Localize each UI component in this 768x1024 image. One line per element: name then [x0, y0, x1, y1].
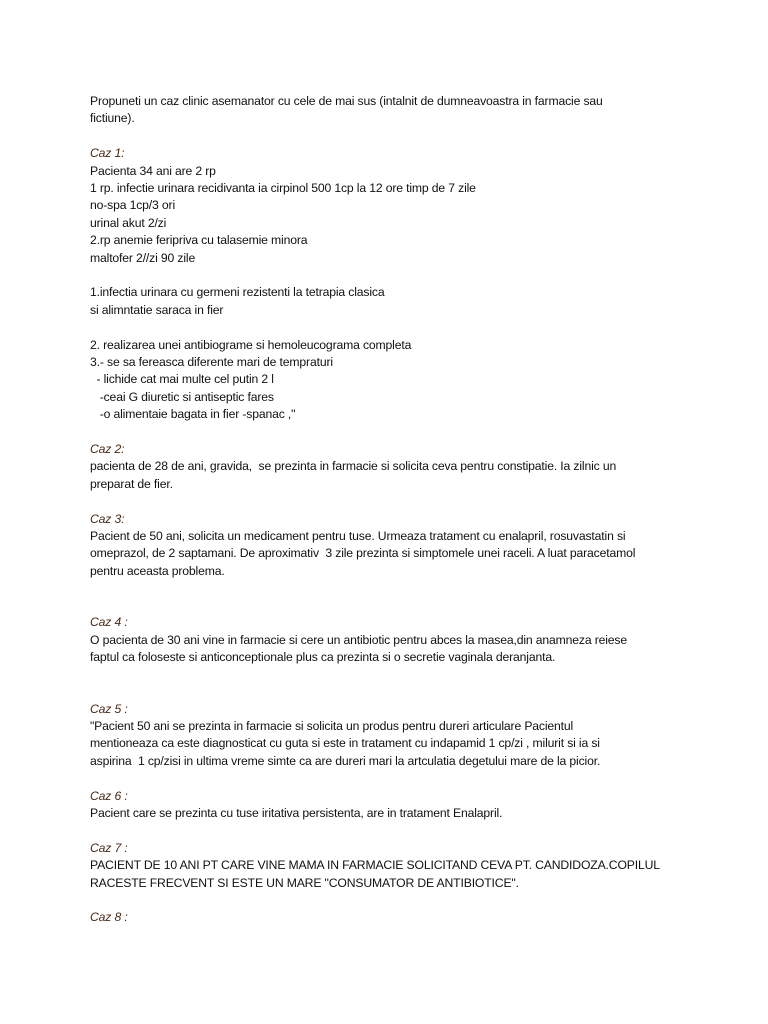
case-3 — [90, 511, 698, 581]
case-line: 2.rp anemie feripriva cu talasemie minora — [90, 233, 308, 248]
intro-line: Propuneti un caz clinic asemanator cu cele de mai sus (intalnit de dumneavoastra in farmacie sau — [90, 94, 603, 108]
case-6 — [90, 788, 698, 823]
case-line: preparat de fier. — [90, 476, 173, 491]
case-line: 1.infectia urinara cu germeni rezistenti la tetrapia clasica — [90, 285, 385, 300]
case-line: Pacient care se prezinta cu tuse iritativa persistenta, are in tratament Enalapril. — [90, 805, 503, 820]
case-line: - lichide cat mai multe cel putin 2 l — [90, 372, 274, 387]
intro-paragraph — [90, 93, 698, 128]
case-line: Pacient de 50 ani, solicita un medicament pentru tuse. Urmeaza tratament cu enalapril, rosuvastatin si — [90, 529, 626, 544]
case-line: aspirina 1 cp/zisi in ultima vreme simte ca are dureri mari la artculatia degetului mare de la picior. — [90, 753, 601, 768]
case-heading: Caz 8 : — [90, 910, 128, 925]
case-line: omeprazol, de 2 saptamani. De aproximativ 3 zile prezinta si simptomele unei raceli. A luat paracetamol — [90, 546, 636, 561]
case-line: mentioneaza ca este diagnosticat cu guta si este in tratament cu indapamid 1 cp/zi , milurit si ia si — [90, 736, 600, 751]
case-line: -o alimentaie bagata in fier -spanac ," — [90, 407, 296, 422]
case-line: pentru aceasta problema. — [90, 563, 225, 578]
case-heading: Caz 6 : — [90, 788, 128, 803]
case-4 — [90, 614, 698, 666]
case-line: urinal akut 2/zi — [90, 215, 167, 230]
case-line: pacienta de 28 de ani, gravida, se prezinta in farmacie si solicita ceva pentru constipatie. Ia zilnic un — [90, 459, 617, 474]
case-line: 3.- se sa fereasca diferente mari de tempraturi — [90, 355, 333, 370]
case-5 — [90, 701, 698, 771]
case-8 — [90, 909, 698, 926]
case-line: O pacienta de 30 ani vine in farmacie si cere un antibiotic pentru abces la masea,din anamneza reiese — [90, 632, 627, 647]
case-line: maltofer 2//zi 90 zile — [90, 250, 196, 265]
case-line: no-spa 1cp/3 ori — [90, 198, 175, 213]
case-heading: Caz 5 : — [90, 701, 128, 716]
case-line: RACESTE FRECVENT SI ESTE UN MARE "CONSUMATOR DE ANTIBIOTICE". — [90, 875, 519, 890]
intro-line: fictiune). — [90, 111, 135, 126]
case-line: si alimntatie saraca in fier — [90, 302, 224, 317]
case-1 — [90, 145, 698, 423]
case-heading: Caz 3: — [90, 511, 125, 526]
case-2 — [90, 441, 698, 493]
case-line: PACIENT DE 10 ANI PT CARE VINE MAMA IN FARMACIE SOLICITAND CEVA PT. CANDIDOZA.COPILUL — [90, 858, 660, 873]
case-heading: Caz 4 : — [90, 615, 128, 630]
case-heading: Caz 7 : — [90, 840, 128, 855]
case-line: "Pacient 50 ani se prezinta in farmacie si solicita un produs pentru dureri articulare Pacientul — [90, 718, 574, 733]
case-line: 1 rp. infectie urinara recidivanta ia cirpinol 500 1cp la 12 ore timp de 7 zile — [90, 181, 476, 196]
case-heading: Caz 2: — [90, 442, 125, 457]
case-line: Pacienta 34 ani are 2 rp — [90, 163, 216, 178]
case-line: faptul ca foloseste si anticonceptionale plus ca prezinta si o secretie vaginala deranjanta. — [90, 650, 556, 665]
case-7 — [90, 840, 698, 892]
case-line: -ceai G diuretic si antiseptic fares — [90, 389, 274, 404]
case-line: 2. realizarea unei antibiograme si hemoleucograma completa — [90, 337, 412, 352]
case-heading: Caz 1: — [90, 146, 125, 161]
